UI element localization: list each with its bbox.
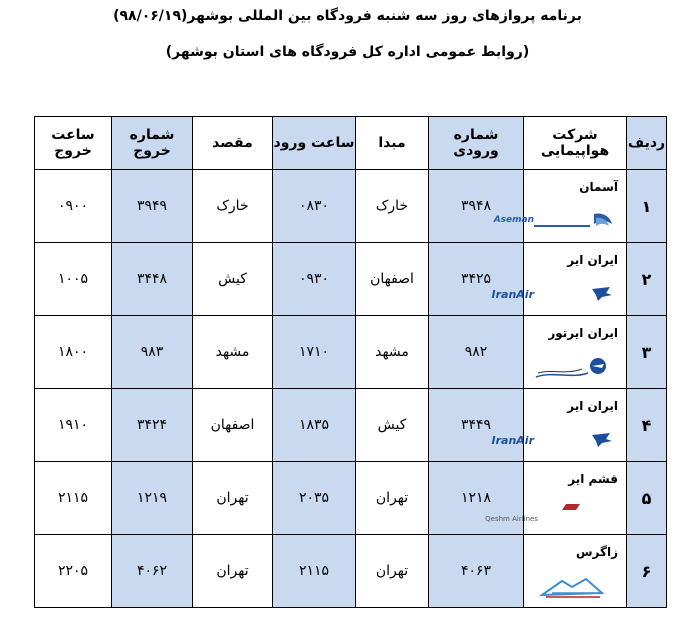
- header-arrival-flight: شماره ورودی: [429, 117, 524, 170]
- arrival-time: ۱۸۳۵: [273, 389, 356, 462]
- arrival-flight-number: ۱۲۱۸: [429, 462, 524, 535]
- airline-name: ایران ایرتور: [548, 326, 618, 340]
- destination: تهران: [193, 535, 273, 608]
- origin: اصفهان: [356, 243, 429, 316]
- origin: مشهد: [356, 316, 429, 389]
- arrival-flight-number: ۳۴۲۵: [429, 243, 524, 316]
- departure-time: ۱۸۰۰: [35, 316, 112, 389]
- page-subtitle: (روابط عمومی اداره کل فرودگاه های استان بوشهر): [165, 44, 530, 60]
- row-number: ۲: [627, 243, 667, 316]
- airline-name: قشم ایر: [568, 472, 618, 486]
- table-row: [35, 389, 667, 462]
- destination: مشهد: [193, 316, 273, 389]
- aseman-logo-text: Aseman: [493, 215, 534, 225]
- airline-cell: [485, 462, 627, 535]
- page-title: برنامه پروازهای روز سه شنبه فرودگاه بین المللی بوشهر(۹۸/۰۶/۱۹): [113, 8, 582, 24]
- table-row: [35, 316, 667, 389]
- departure-time: ۲۲۰۵: [35, 535, 112, 608]
- arrival-flight-number: ۴۰۶۳: [429, 535, 524, 608]
- departure-flight-number: ۳۹۴۹: [112, 170, 193, 243]
- header-airline: شرکت هواپیمایی: [524, 117, 627, 170]
- arrival-time: ۱۷۱۰: [273, 316, 356, 389]
- aseman-logo: [493, 210, 614, 232]
- destination: تهران: [193, 462, 273, 535]
- airline-cell: [491, 389, 627, 462]
- iranair-logo: [491, 283, 614, 305]
- destination: اصفهان: [193, 389, 273, 462]
- row-number: ۳: [627, 316, 667, 389]
- arrival-time: ۰۸۳۰: [273, 170, 356, 243]
- arrival-time: ۰۹۳۰: [273, 243, 356, 316]
- zagros-logo: [532, 575, 614, 601]
- header-destination: مقصد: [193, 117, 273, 170]
- qeshmair-logo: [485, 502, 614, 524]
- table-header-row: [35, 117, 667, 170]
- iranair-logo: [491, 429, 614, 451]
- row-number: ۱: [627, 170, 667, 243]
- airline-name: ایران ایر: [567, 399, 618, 413]
- row-number: ۶: [627, 535, 667, 608]
- departure-time: ۱۰۰۵: [35, 243, 112, 316]
- qeshm-logo-text: Qeshm Airlines: [485, 515, 538, 523]
- destination: خارک: [193, 170, 273, 243]
- airline-cell: [524, 316, 627, 389]
- origin: خارک: [356, 170, 429, 243]
- departure-time: ۰۹۰۰: [35, 170, 112, 243]
- departure-flight-number: ۳۴۲۴: [112, 389, 193, 462]
- header-row-number: ردیف: [627, 117, 667, 170]
- departure-time: ۲۱۱۵: [35, 462, 112, 535]
- airline-name: زاگرس: [575, 545, 618, 559]
- row-number: ۵: [627, 462, 667, 535]
- departure-flight-number: ۳۴۴۸: [112, 243, 193, 316]
- airline-name: آسمان: [579, 180, 618, 194]
- table-row: [35, 243, 667, 316]
- iranair-logo-text: IranAir: [491, 288, 534, 301]
- header-arrival-time: ساعت ورود: [273, 117, 356, 170]
- arrival-flight-number: ۳۴۴۹: [429, 389, 524, 462]
- table-row: [35, 535, 667, 608]
- header-origin: مبدا: [356, 117, 429, 170]
- arrival-time: ۲۰۳۵: [273, 462, 356, 535]
- departure-flight-number: ۹۸۳: [112, 316, 193, 389]
- header-departure-flight: شماره خروج: [112, 117, 193, 170]
- airline-cell: [493, 170, 627, 243]
- origin: تهران: [356, 462, 429, 535]
- arrival-flight-number: ۹۸۲: [429, 316, 524, 389]
- departure-flight-number: ۱۲۱۹: [112, 462, 193, 535]
- arrival-flight-number: ۳۹۴۸: [429, 170, 524, 243]
- arrival-time: ۲۱۱۵: [273, 535, 356, 608]
- airline-cell: [524, 535, 627, 608]
- destination: کیش: [193, 243, 273, 316]
- departure-flight-number: ۴۰۶۲: [112, 535, 193, 608]
- iranair-logo-text: IranAir: [491, 434, 534, 447]
- table-row: [35, 170, 667, 243]
- departure-time: ۱۹۱۰: [35, 389, 112, 462]
- airline-cell: [491, 243, 627, 316]
- header-departure-time: ساعت خروج: [35, 117, 112, 170]
- table-row: [35, 462, 667, 535]
- row-number: ۴: [627, 389, 667, 462]
- iranairtour-logo: [532, 354, 614, 382]
- airline-name: ایران ایر: [567, 253, 618, 267]
- flight-schedule-table: [34, 116, 667, 608]
- origin: کیش: [356, 389, 429, 462]
- origin: تهران: [356, 535, 429, 608]
